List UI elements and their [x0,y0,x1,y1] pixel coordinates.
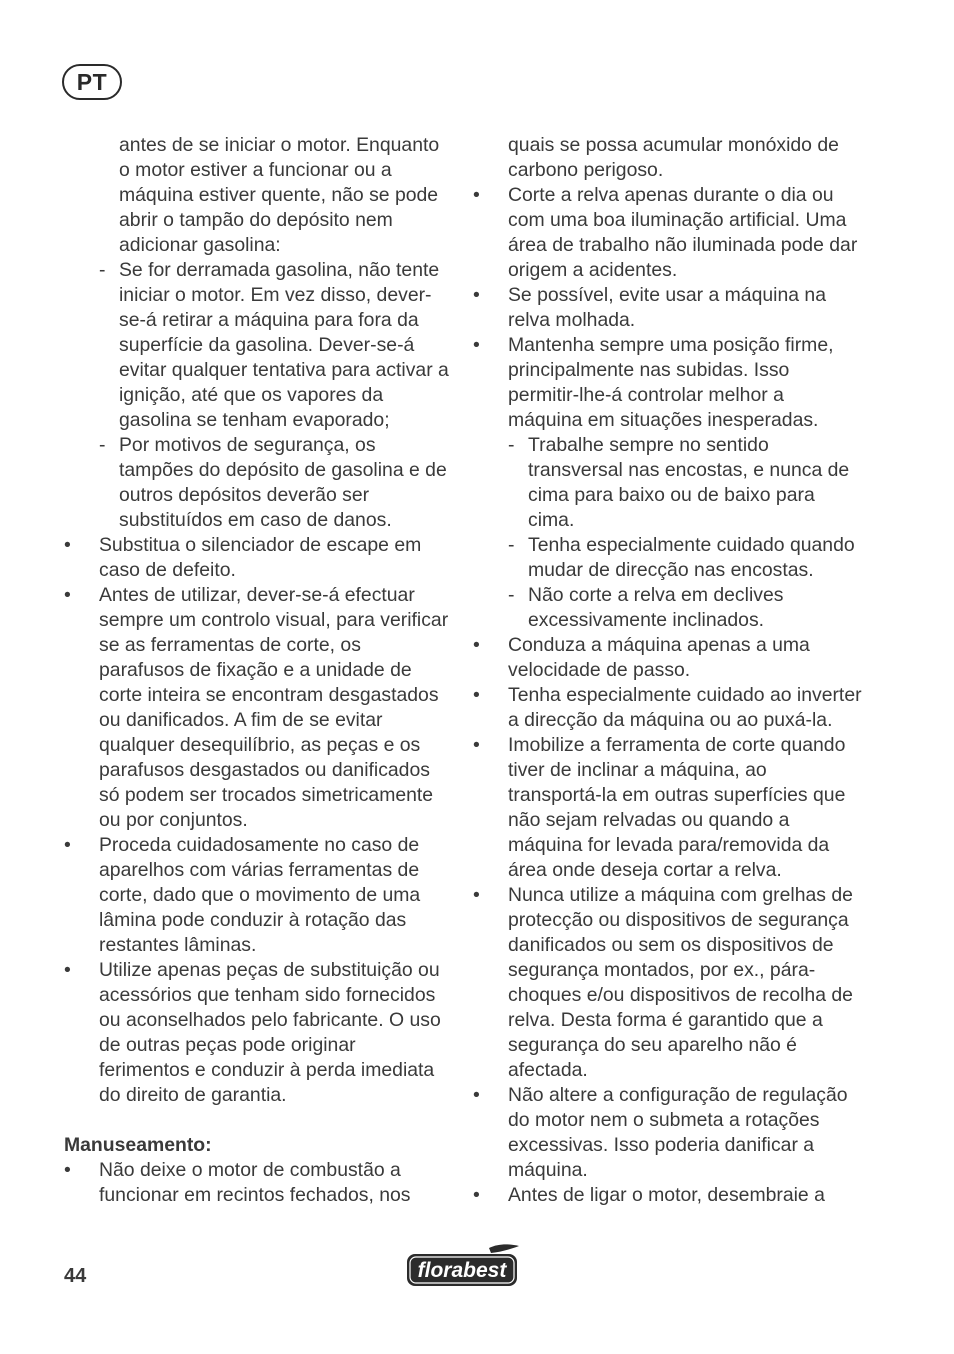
bullet-item: • Imobilize a ferramenta de corte quando tiver de inclinar a máquina, ao transportá-la em outras superfícies que não sejam relvadas ou quando a máquina for levada para/removida da área onde deseja cortar a relva. [473,734,846,881]
paragraph-continuation: quais se possa acumular monóxido de carbono perigoso. [508,134,839,181]
svg-text:florabest: florabest [417,1259,507,1282]
bullet-item: • Mantenha sempre uma posição firme, principalmente nas subidas. Isso permitir-lhe-á controlar melhor a máquina em situações inesperadas. [473,334,834,431]
dash-item: - Tenha especialmente cuidado quando mudar de direcção nas encostas. [508,534,855,581]
brand-logo [403,1242,521,1297]
bullet-item: • Corte a relva apenas durante o dia ou com uma boa iluminação artificial. Uma área de trabalho não iluminada pode dar origem a acidentes. [473,184,858,281]
bullet-item: • Proceda cuidadosamente no caso de aparelhos com várias ferramentas de corte, dado que o movimento de uma lâmina pode conduzir à rotação das restantes lâminas. [64,834,421,956]
left-column [64,133,449,1208]
dash-item: - Não corte a relva em declives excessivamente inclinados. [508,584,784,631]
bullet-item: • Antes de utilizar, dever-se-á efectuar sempre um controlo visual, para verificar se as ferramentas de corte, os parafusos de fixação e a unidade de corte inteira se encontram desgastados ou danificados. A fim de se evitar qualquer desequilíbrio, as peças e os parafusos desgastados ou danificados só podem ser trocados simetricamente ou por conjuntos. [64,584,449,831]
paragraph-continuation: antes de se iniciar o motor. Enquanto o motor estiver a funcionar ou a máquina estiver quente, não se pode abrir o tampão do depósito nem adicionar gasolina: [119,134,440,256]
dash-item: - Se for derramada gasolina, não tente iniciar o motor. Em vez disso, dever-se-á retirar a máquina para fora da superfície da gasolina. Dever-se-á evitar qualquer tentativa para activar a ignição, até que os vapores da gasolina se tenham evaporado; [99,259,449,431]
page-number: 44 [64,1265,87,1287]
section-heading: Manuseamento: [64,1134,212,1156]
bullet-item: • Tenha especialmente cuidado ao inverter a direcção da máquina ou ao puxá-la. [473,684,862,731]
bullet-item: • Nunca utilize a máquina com grelhas de protecção ou dispositivos de segurança danificados ou sem os dispositivos de segurança montados, por ex., pára-choques e/ou dispositivos de recolha de relva. Desta forma é garantido que a segurança do seu aparelho não é afectada. [473,884,853,1081]
dash-item: - Trabalhe sempre no sentido transversal nas encostas, e nunca de cima para baixo ou de baixo para cima. [508,434,850,531]
bullet-item: • Não deixe o motor de combustão a funcionar em recintos fechados, nos [64,1159,411,1206]
bullet-item: • Utilize apenas peças de substituição ou acessórios que tenham sido fornecidos ou aconselhados pelo fabricante. O uso de outras peças pode originar ferimentos e conduzir à perda imediata do direito de garantia. [64,959,441,1106]
bullet-item: • Não altere a configuração de regulação do motor nem o submeta a rotações excessivas. Isso poderia danificar a máquina. [473,1084,848,1181]
florabest-logo [403,1242,521,1292]
bullet-item: • Se possível, evite usar a máquina na relva molhada. [473,284,826,331]
bullet-item: • Substitua o silenciador de escape em caso de defeito. [64,534,422,581]
bullet-item: • Antes de ligar o motor, desembraie a [473,1184,825,1206]
right-column [473,133,863,1208]
dash-item: - Por motivos de segurança, os tampões do depósito de gasolina e de outros depósitos deverão ser substituídos em caso de danos. [99,434,447,531]
bullet-item: • Conduza a máquina apenas a uma velocidade de passo. [473,634,810,681]
language-badge: PT [62,64,122,100]
